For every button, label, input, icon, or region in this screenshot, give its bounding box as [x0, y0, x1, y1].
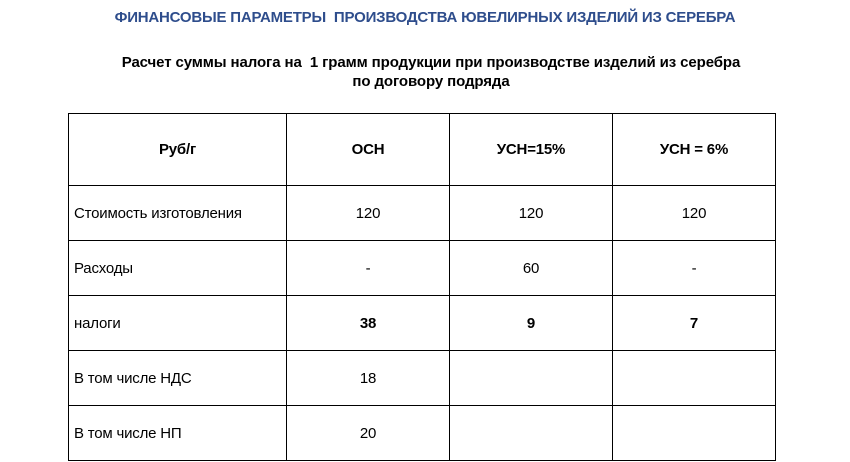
tax-calculation-table — [68, 113, 776, 461]
table-caption — [0, 53, 850, 91]
cell-usn-6 — [613, 406, 776, 461]
header-osn: ОСН — [287, 114, 450, 186]
cell-osn: 38 — [287, 296, 450, 351]
table-row-expenses — [69, 241, 776, 296]
header-unit: Руб/г — [69, 114, 287, 186]
cell-usn-15 — [450, 351, 613, 406]
cell-usn-15: 9 — [450, 296, 613, 351]
table-row-profit-tax — [69, 406, 776, 461]
cell-usn-6: 120 — [613, 186, 776, 241]
table-caption-line-1: Расчет суммы налога на 1 грамм продукции при производстве изделий из серебра — [121, 54, 741, 71]
header-usn-6: УСН = 6% — [613, 114, 776, 186]
table-caption-line-2: по договору подряда — [352, 73, 510, 90]
table-row-vat — [69, 351, 776, 406]
row-label: налоги — [69, 296, 287, 351]
cell-osn: 20 — [287, 406, 450, 461]
row-label: В том числе НДС — [69, 351, 287, 406]
cell-usn-6 — [613, 351, 776, 406]
header-usn-15: УСН=15% — [450, 114, 613, 186]
table-header-row — [69, 114, 776, 186]
cell-usn-15 — [450, 406, 613, 461]
cell-usn-15: 120 — [450, 186, 613, 241]
page-title: ФИНАНСОВЫЕ ПАРАМЕТРЫ ПРОИЗВОДСТВА ЮВЕЛИРНЫХ ИЗДЕЛИЙ ИЗ СЕРЕБРА — [114, 9, 736, 26]
cell-usn-6: 7 — [613, 296, 776, 351]
cell-usn-6: - — [613, 241, 776, 296]
table-row-manufacturing-cost — [69, 186, 776, 241]
cell-usn-15: 60 — [450, 241, 613, 296]
table-row-taxes — [69, 296, 776, 351]
row-label: Стоимость изготовления — [69, 186, 287, 241]
row-label: В том числе НП — [69, 406, 287, 461]
cell-osn: 18 — [287, 351, 450, 406]
cell-osn: - — [287, 241, 450, 296]
cell-osn: 120 — [287, 186, 450, 241]
row-label: Расходы — [69, 241, 287, 296]
